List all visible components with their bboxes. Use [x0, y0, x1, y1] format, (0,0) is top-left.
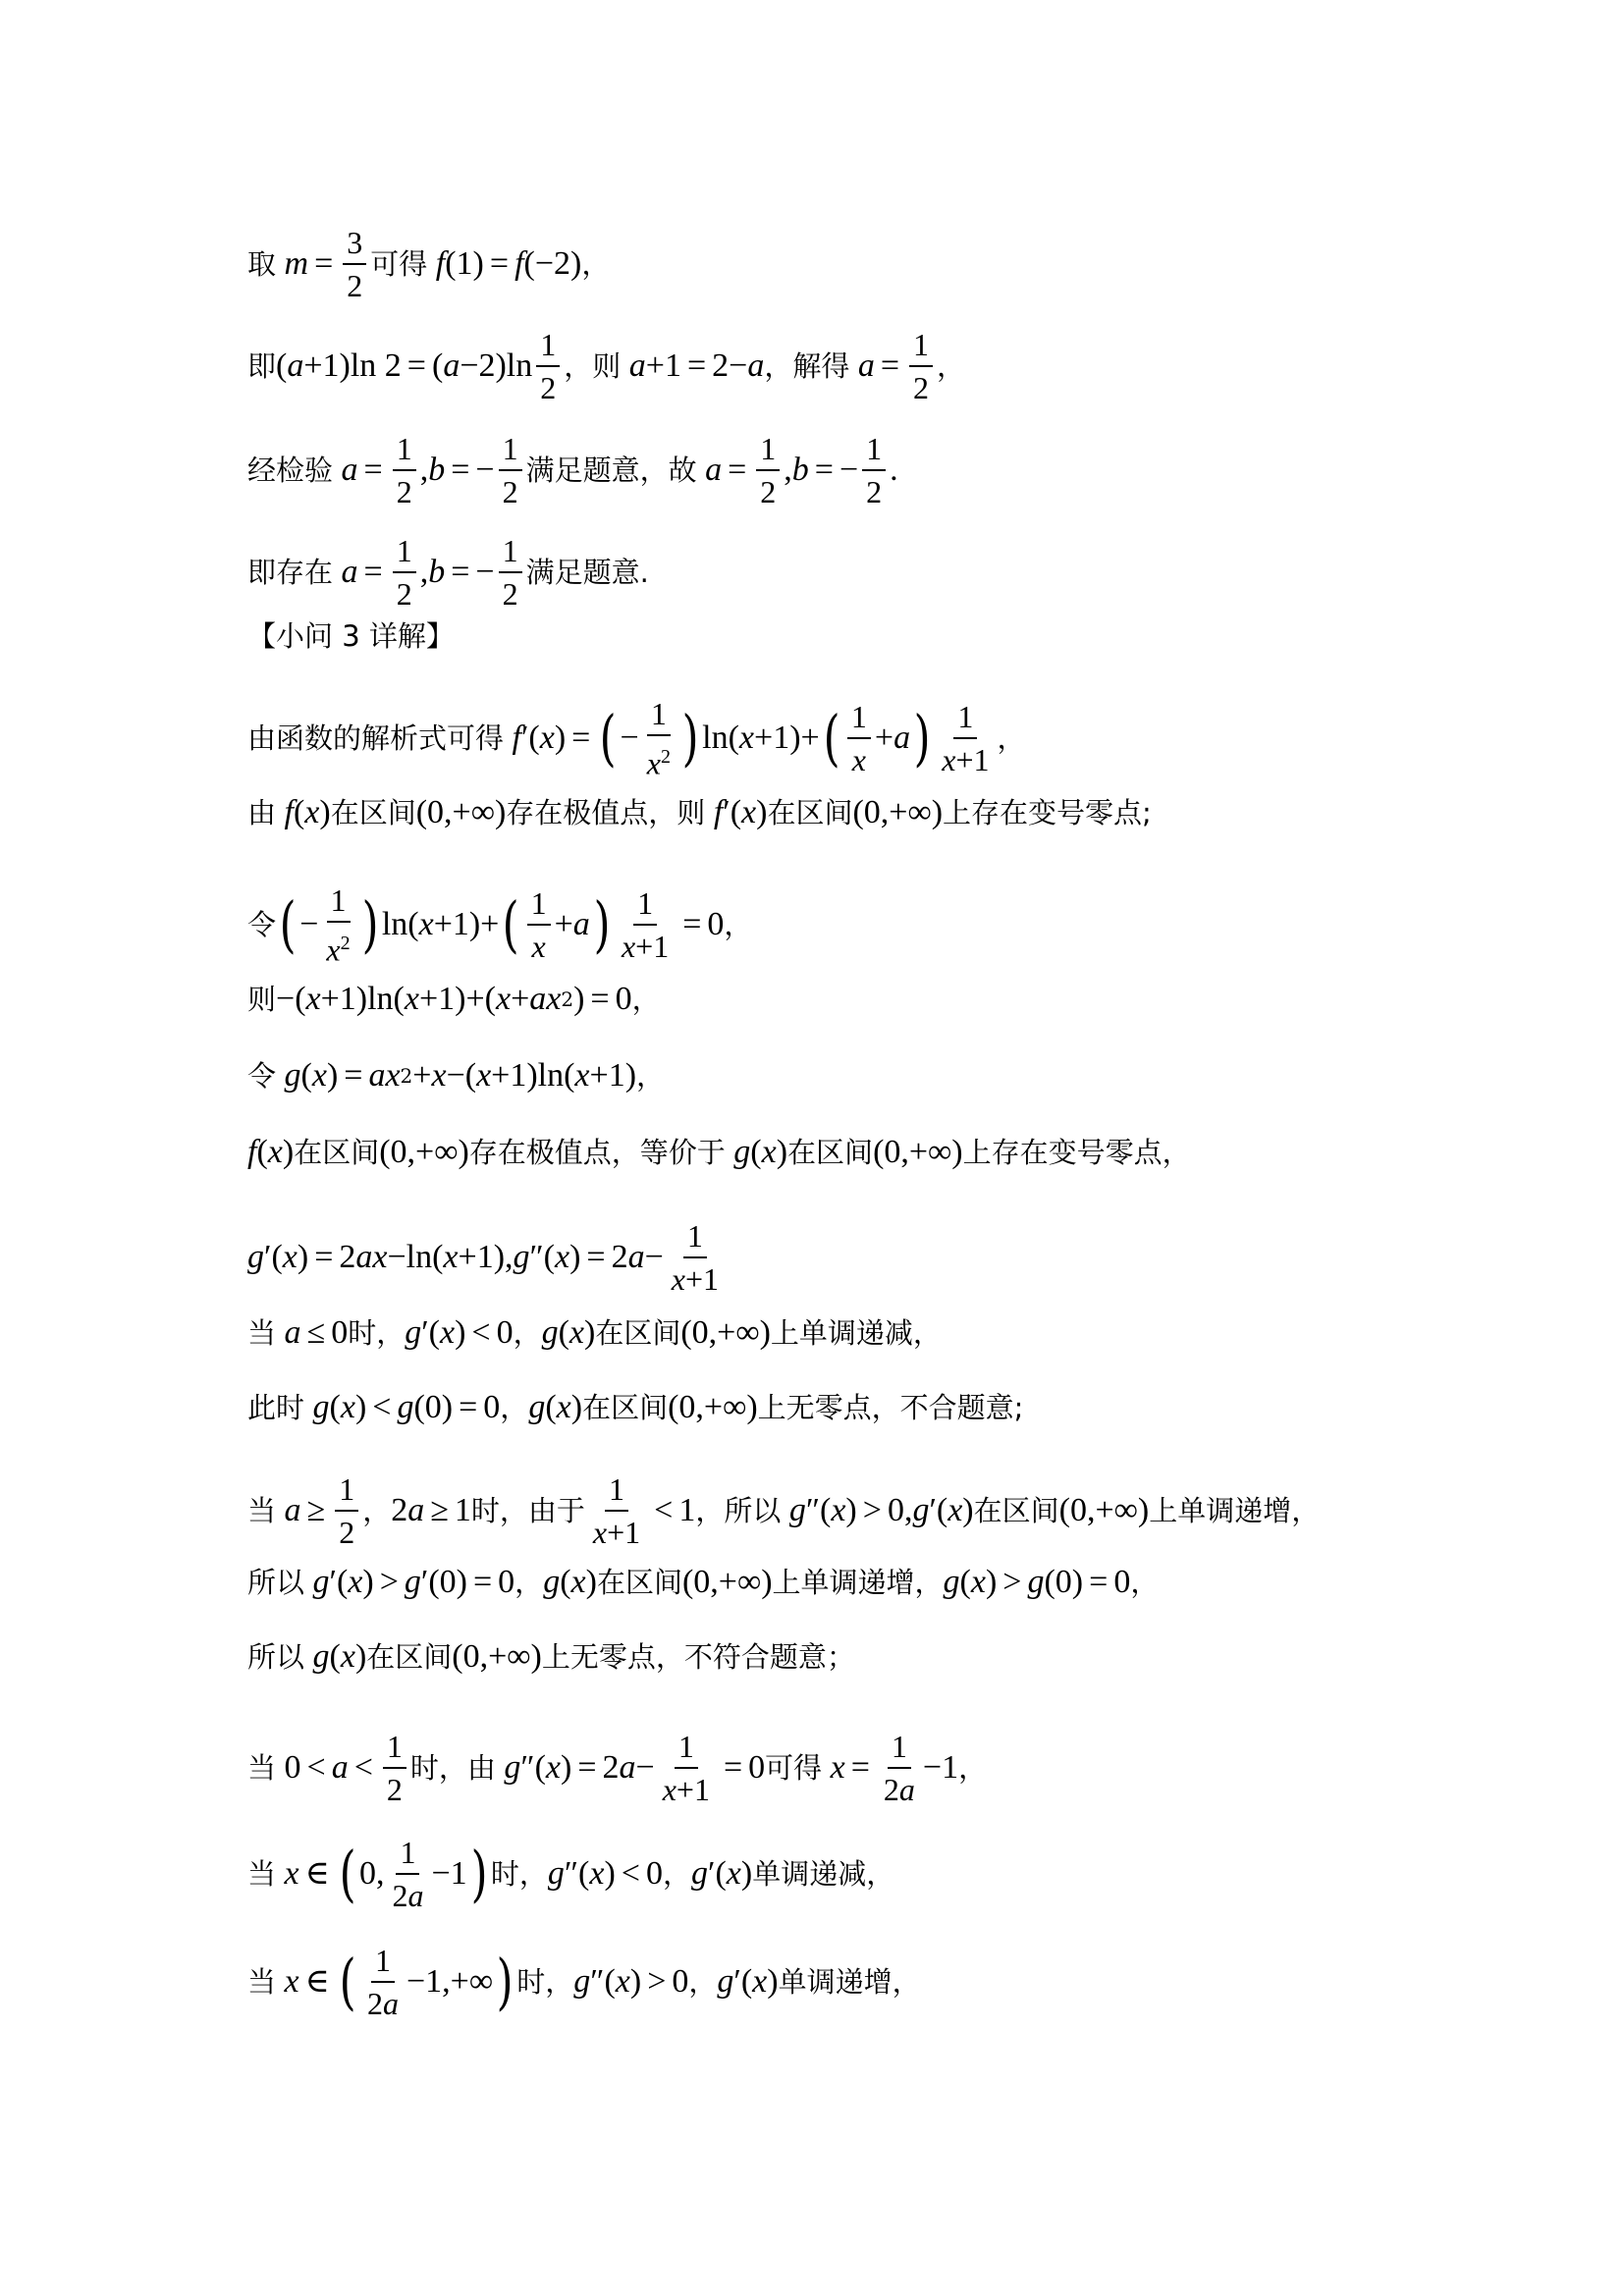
solution-line-15: 当 a ≥ $\frac{1}{2}$ ， 2 a ≥ 1 时，由于 $\frac{1}{x+1}$ < 1 ，所以 g ″( x ) > 0, g ′( x ) 在区间 (0,+∞) 上单调递增， — [247, 1471, 1321, 1550]
solution-line-19: 当 x ∈ ( 0, $\frac{1}{2a}$ −1 ) 时， g ″( x ) < 0 ， g ′( x ) 单调递减， — [247, 1835, 895, 1913]
solution-line-4: 即存在 a = $\frac{1}{2}$ , b = − $\frac{1}{2}$ 满足题意. — [247, 533, 649, 612]
solution-line-3: 经检验 a = $\frac{1}{2}$ , b = − $\frac{1}{2}$ 满足题意，故 a = $\frac{1}{2}$ , b = − $\frac{1}{2}$ . — [247, 431, 898, 509]
solution-line-9: 则 −( x +1)ln( x +1)+( x + ax 2 ) = 0 ， — [247, 981, 661, 1017]
solution-line-12: g ′( x ) = 2 ax −ln( x +1), g ″( x ) = 2 a − $\frac{1}{x+1}$ — [247, 1218, 720, 1297]
solution-line-13: 当 a ≤ 0 时， g ′( x ) < 0 ， g ( x ) 在区间 (0,+∞) 上单调递减， — [247, 1314, 942, 1351]
solution-line-14: 此时 g ( x ) < g (0) = 0 ， g ( x ) 在区间 (0,+∞) 上无零点，不合题意; — [247, 1389, 1024, 1425]
solution-line-10: 令 g ( x ) = ax 2 + x −( x +1)ln( x +1) ， — [247, 1057, 666, 1094]
solution-line-20: 当 x ∈ ( $\frac{1}{2a}$ −1,+∞ ) 时， g ″( x ) > 0 ， g ′( x ) 单调递增， — [247, 1943, 921, 2021]
solution-line-18: 当 0 < a < $\frac{1}{2}$ 时，由 g ″( x ) = 2 a − $\frac{1}{x+1}$ = 0 可得 x = $\frac{1}{2a}$ −1 ， — [247, 1729, 988, 1807]
solution-line-1: 取 m = $\frac{3}{2}$ 可得 f (1) = f (−2) ， — [247, 225, 611, 303]
solution-line-6: 由函数的解析式可得 f ′( x ) = ( − $\frac{1}{x^2}$ ) ln( x +1)+ ( $\frac{1}{x}$ + a ) $\frac{1}{x+1}$ ， — [247, 696, 1026, 781]
solution-line-17: 所以 g ( x ) 在区间 (0,+∞) 上无零点，不符合题意； — [247, 1638, 855, 1675]
solution-line-7: 由 f ( x ) 在区间 (0,+∞) 存在极值点，则 f ′( x ) 在区间 (0,+∞) 上存在变号零点; — [247, 794, 1152, 830]
subquestion-3-heading: 【小问 3 详解】 — [247, 619, 455, 653]
solution-line-11: f ( x ) 在区间 (0,+∞) 存在极值点，等价于 g ( x ) 在区间 (0,+∞) 上存在变号零点， — [247, 1134, 1191, 1170]
solution-line-2: 即 ( a +1)ln 2 = ( a −2)ln $\frac{1}{2}$ ，则 a +1 = 2− a ，解得 a = $\frac{1}{2}$ ， — [247, 327, 966, 405]
solution-line-8: 令 ( − $\frac{1}{x^2}$ ) ln( x +1)+ ( $\frac{1}{x}$ + a ) $\frac{1}{x+1}$ = 0 ， — [247, 882, 753, 968]
solution-line-16: 所以 g ′( x ) > g ′(0) = 0 ， g ( x ) 在区间 (0,+∞) 上单调递增， g ( x ) > g (0) = 0 ， — [247, 1564, 1160, 1600]
